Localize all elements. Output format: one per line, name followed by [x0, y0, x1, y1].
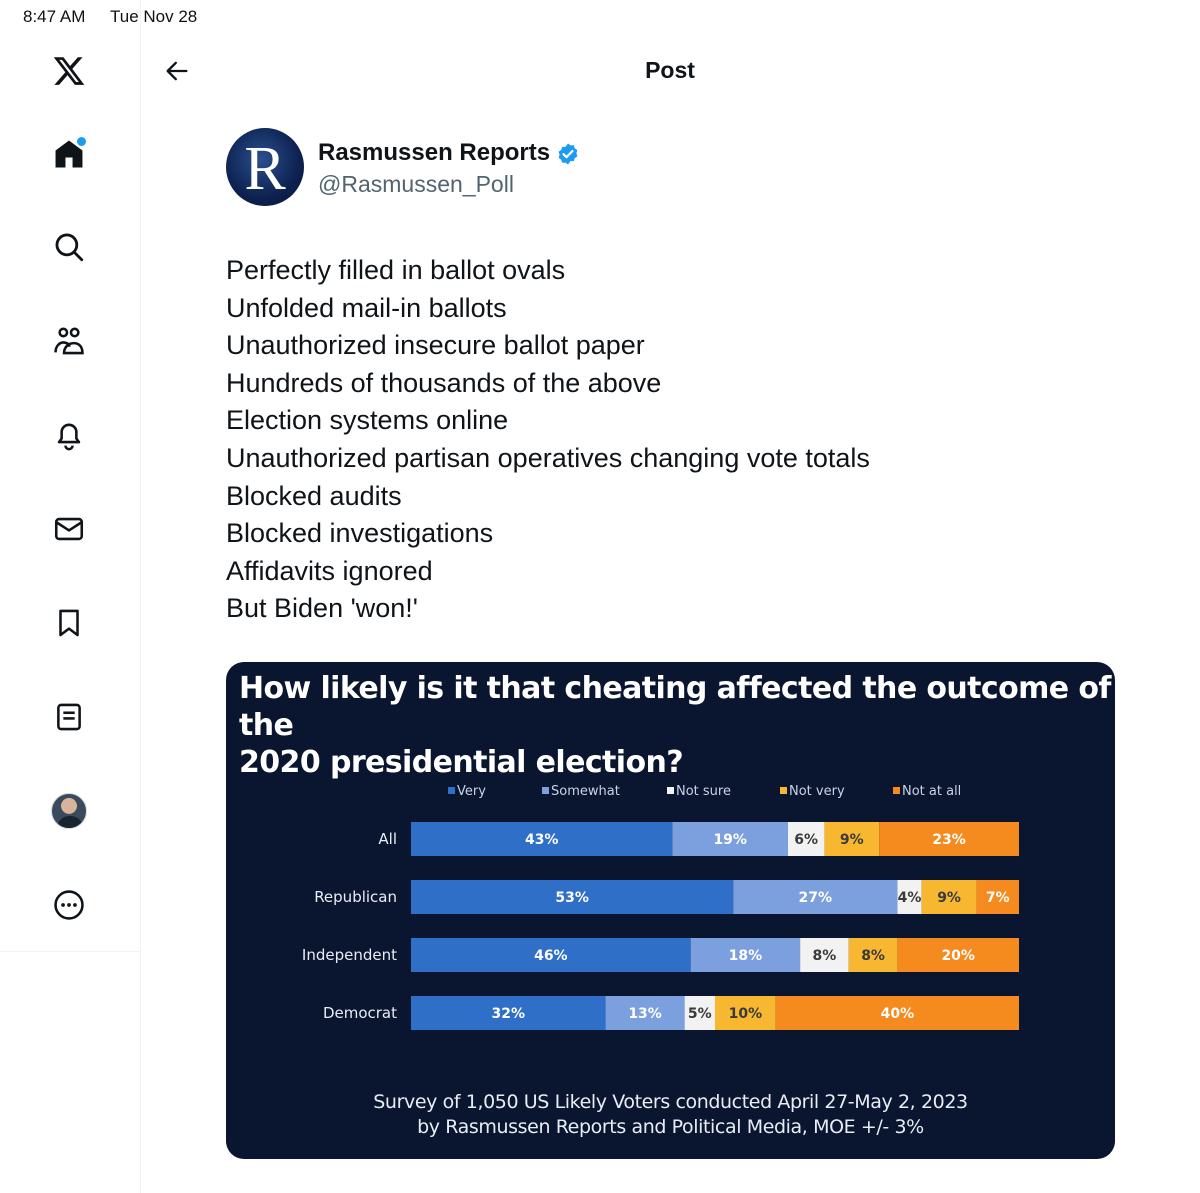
bar-value-label: 5%: [687, 1006, 712, 1022]
tweet-line: But Biden 'won!': [226, 593, 418, 624]
search-icon[interactable]: [46, 224, 92, 270]
verified-badge-icon: [556, 142, 580, 166]
bar-value-label: 43%: [524, 832, 559, 848]
bar-value-label: 46%: [534, 948, 568, 964]
legend-label: Very: [457, 784, 486, 799]
bar-value-label: 18%: [728, 948, 763, 964]
arrow-left-icon: [163, 57, 191, 85]
bar-value-label: 53%: [555, 890, 589, 906]
legend-swatch: [667, 787, 674, 794]
legend-swatch: [542, 787, 549, 794]
tweet-line: Blocked investigations: [226, 518, 494, 549]
chart-footer-line: by Rasmussen Reports and Political Media, MOE +/- 3%: [417, 1116, 924, 1138]
bar-value-label: 8%: [812, 948, 837, 964]
sidebar: [0, 0, 141, 1193]
tweet-text: [226, 252, 1126, 628]
author-avatar[interactable]: [226, 128, 304, 206]
legend-label: Not at all: [902, 784, 962, 799]
author-handle[interactable]: @Rasmussen_Poll: [318, 171, 514, 197]
stacked-bar-chart: [226, 662, 1115, 1159]
author-name[interactable]: Rasmussen Reports: [318, 139, 551, 166]
bar-value-label: 6%: [794, 832, 819, 848]
notifications-icon[interactable]: [46, 412, 92, 458]
status-bar: [0, 0, 1200, 32]
bar-value-label: 40%: [880, 1006, 915, 1022]
bar-value-label: 27%: [798, 890, 833, 906]
category-label: Democrat: [322, 1004, 397, 1022]
legend-label: Somewhat: [551, 784, 620, 799]
legend-swatch: [448, 787, 455, 794]
bar-value-label: 20%: [941, 948, 975, 964]
home-icon[interactable]: [46, 131, 92, 177]
category-label: Republican: [314, 888, 397, 906]
bar-value-label: 19%: [713, 832, 747, 848]
author-avatar-letter: R: [244, 135, 286, 203]
chart-title-line: 2020 presidential election?: [239, 745, 684, 780]
home-notification-dot: [77, 137, 86, 146]
chart-title-line: How likely is it that cheating affected the outcome of the: [239, 671, 1111, 743]
tweet-line: Unfolded mail-in ballots: [226, 292, 507, 323]
tweet-line: Perfectly filled in ballot ovals: [226, 255, 566, 285]
profile-avatar[interactable]: [46, 788, 92, 834]
bar-value-label: 7%: [985, 890, 1010, 906]
media-card[interactable]: [226, 662, 1115, 1159]
messages-icon[interactable]: [46, 506, 92, 552]
legend-label: Not sure: [676, 784, 731, 799]
chart-footer-line: Survey of 1,050 US Likely Voters conducted April 27-May 2, 2023: [373, 1091, 968, 1113]
tweet-line: Affidavits ignored: [226, 555, 433, 586]
legend-swatch: [893, 787, 900, 794]
back-button[interactable]: [158, 52, 196, 90]
bar-value-label: 13%: [628, 1006, 662, 1022]
bar-value-label: 32%: [491, 1006, 526, 1022]
status-time: 8:47 AM: [23, 7, 86, 26]
status-date: Tue Nov 28: [110, 7, 198, 26]
bookmarks-icon[interactable]: [46, 600, 92, 646]
more-icon[interactable]: [46, 882, 92, 928]
lists-icon[interactable]: [46, 694, 92, 740]
bar-value-label: 10%: [728, 1006, 763, 1022]
communities-icon[interactable]: [46, 318, 92, 364]
bar-value-label: 4%: [897, 890, 922, 906]
sidebar-divider: [0, 951, 141, 952]
tweet-line: Election systems online: [226, 405, 509, 436]
category-label: All: [378, 830, 397, 848]
tweet-line: Unauthorized partisan operatives changing vote totals: [226, 442, 870, 473]
bar-value-label: 9%: [937, 890, 961, 906]
bar-value-label: 9%: [839, 832, 864, 848]
legend-swatch: [780, 787, 787, 794]
category-label: Independent: [301, 946, 397, 964]
tweet-line: Hundreds of thousands of the above: [226, 367, 662, 398]
tweet-line: Blocked audits: [226, 480, 402, 511]
x-logo-icon[interactable]: [46, 48, 92, 94]
bar-value-label: 23%: [932, 832, 966, 848]
page-title: Post: [645, 57, 695, 83]
bar-value-label: 8%: [861, 948, 885, 964]
tweet-line: Unauthorized insecure ballot paper: [226, 330, 645, 361]
chart-footer: [226, 1090, 1115, 1140]
avatar: [51, 793, 87, 829]
legend-label: Not very: [789, 784, 845, 799]
